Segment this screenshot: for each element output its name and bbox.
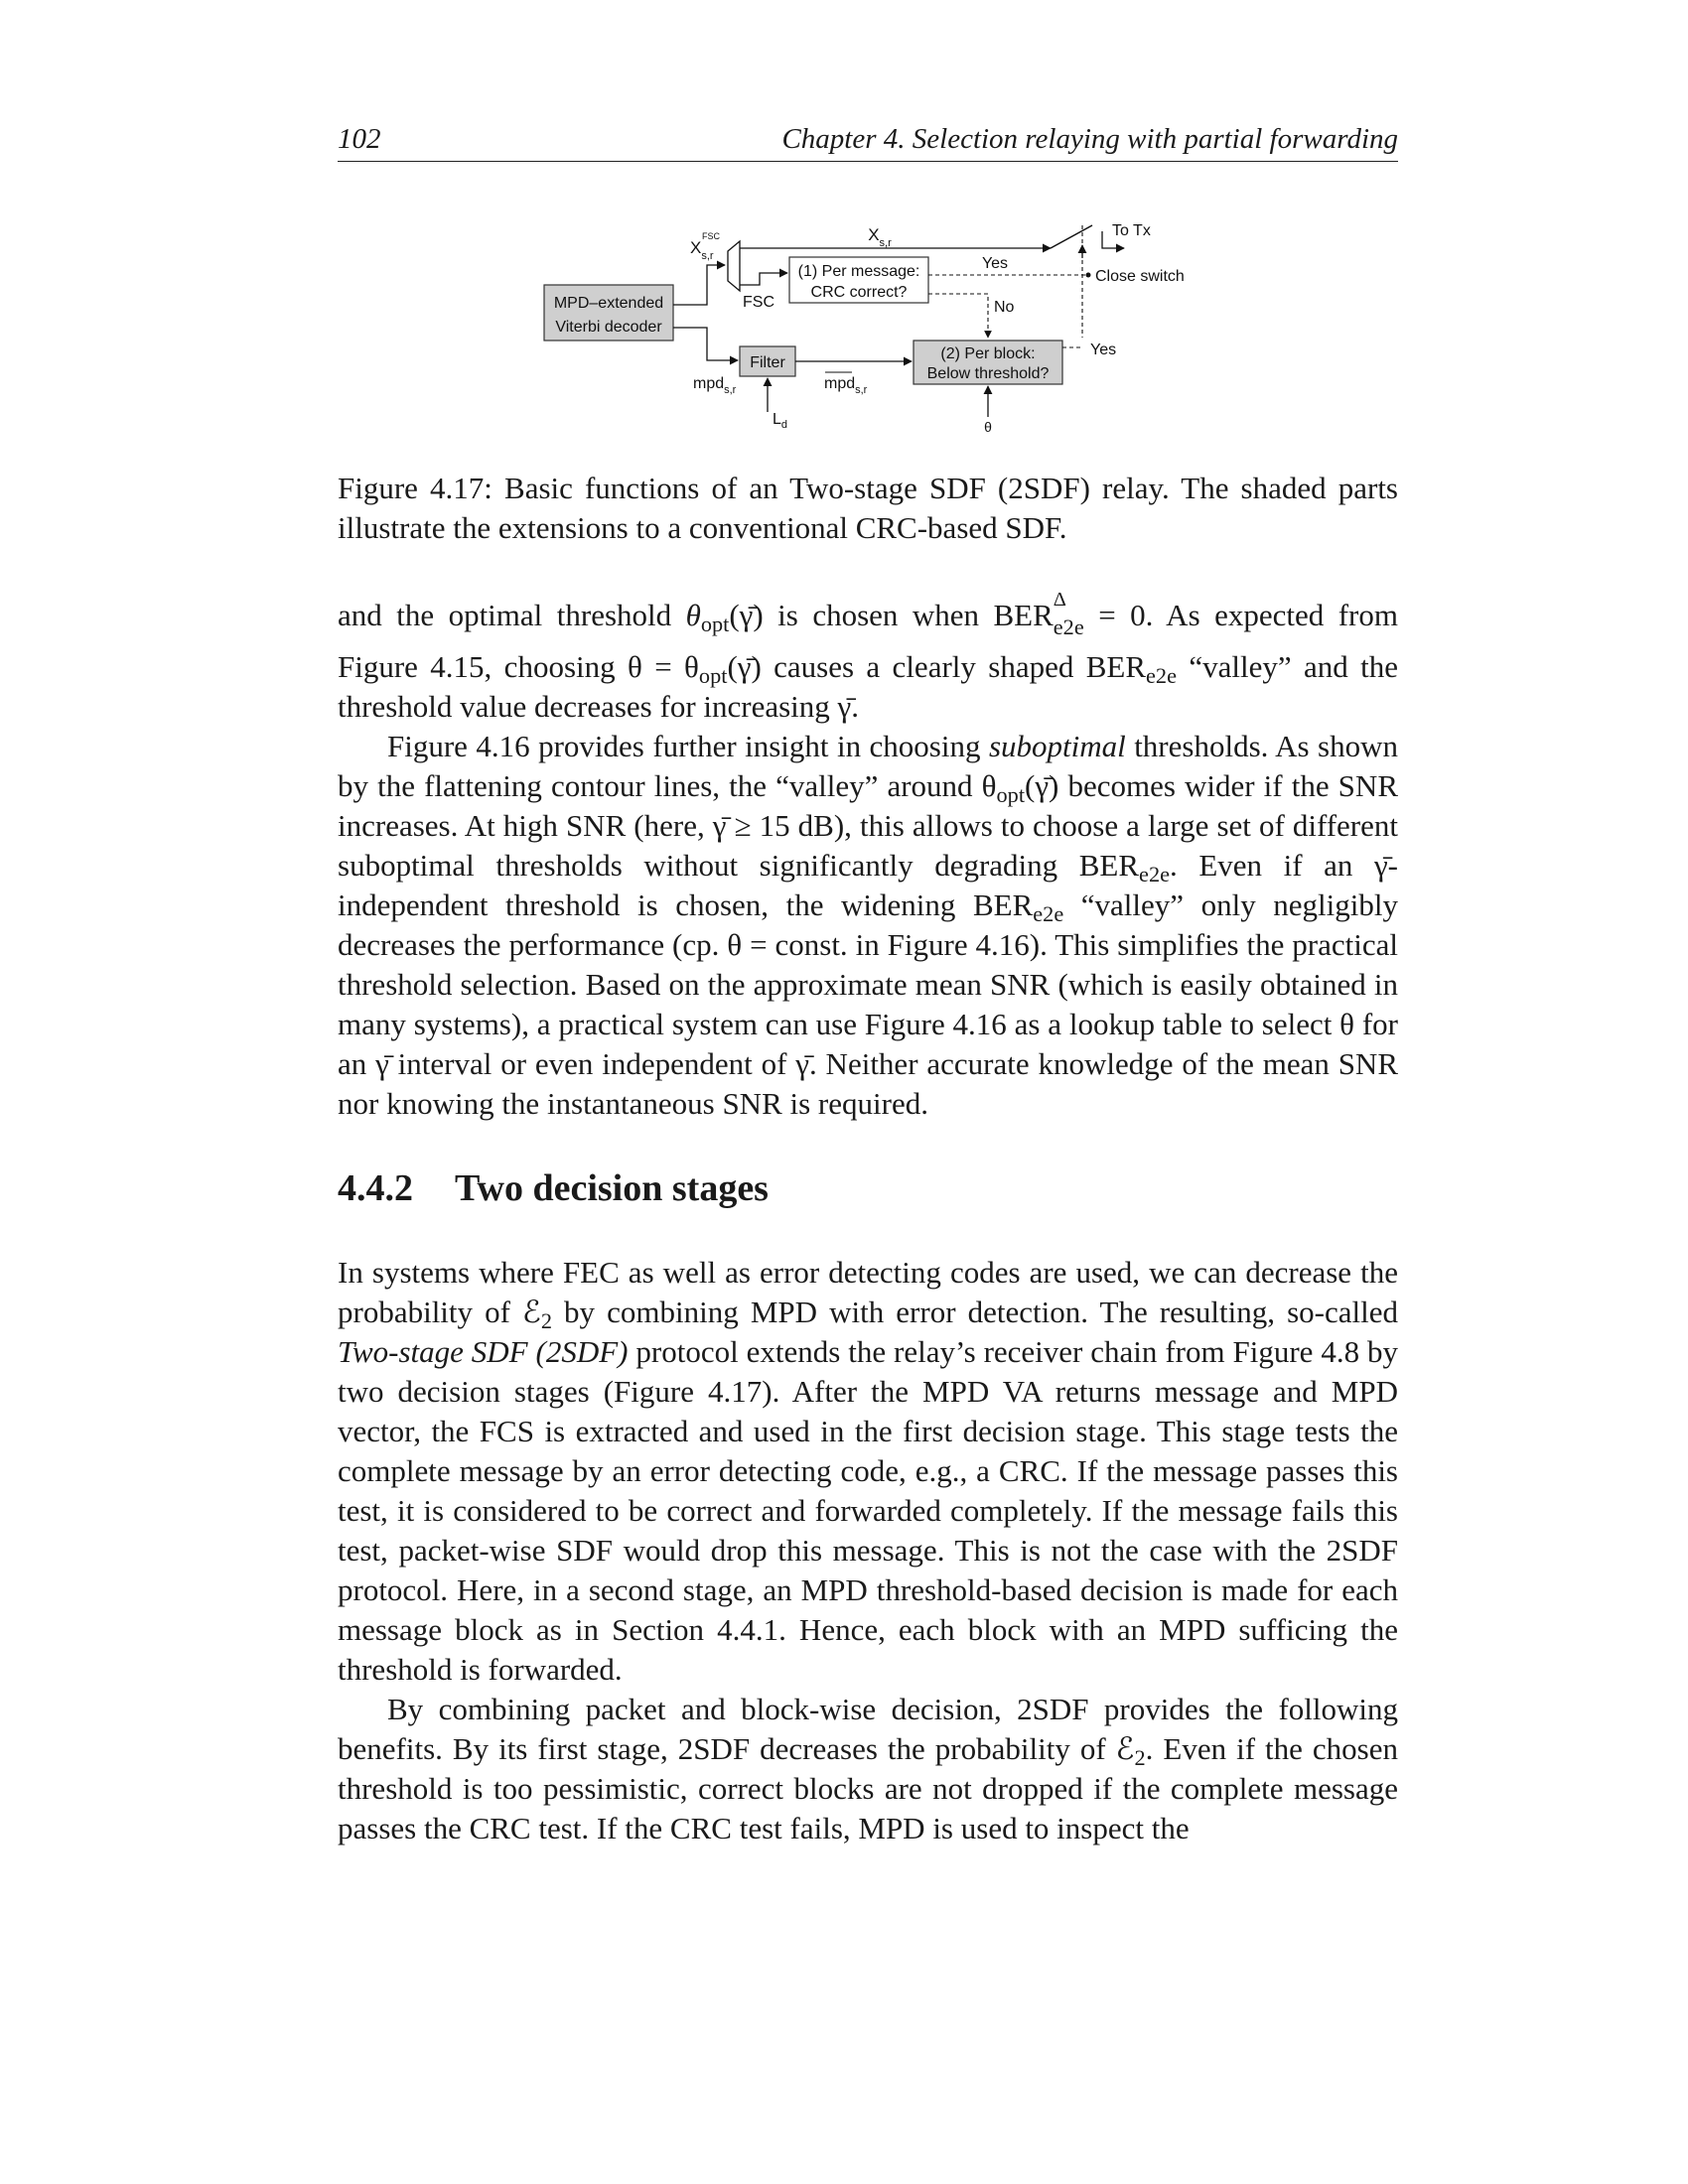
xsr-top-label: $X_{s,r}$ <box>868 225 892 249</box>
block-check-label-1: (2) Per block: <box>940 345 1036 362</box>
body-text-lower <box>338 1253 1398 1848</box>
block-check-label-2: Below threshold? <box>926 365 1050 382</box>
running-header <box>338 121 1398 162</box>
fsc-path <box>740 273 787 285</box>
xsr-fsc-label: $X_{s,r}$ <box>690 238 714 262</box>
fsc-label: FSC <box>743 294 774 311</box>
filter-label: Filter <box>750 354 785 371</box>
close-switch-node <box>1086 273 1091 278</box>
section-title: Two decision stages <box>455 1167 769 1209</box>
to-tx-label: To Tx <box>1112 222 1151 239</box>
no-dashed-line <box>928 294 988 338</box>
mpd-label: mpd$_{s,r}$ <box>693 375 737 396</box>
decoder-label-2: Viterbi decoder <box>555 319 662 336</box>
section-number: 4.4.2 <box>338 1167 413 1209</box>
no-label: No <box>994 299 1015 316</box>
caption-text: Basic functions of an Two-stage SDF (2SDF) relay. The shaded parts illustrate the extensions to a conventional CRC-based SDF. <box>338 471 1399 545</box>
decoder-label-1: MPD–extended <box>553 295 664 312</box>
crc-check-label-1: (1) Per message: <box>797 263 920 280</box>
switch-blade <box>1051 225 1092 248</box>
caption-label: Figure 4.17: <box>338 471 492 505</box>
demux <box>728 241 740 291</box>
figure-caption <box>338 469 1398 548</box>
paragraph-3: In systems where FEC as well as error detecting codes are used, we can decrease the probability of ℰ$_2$ by combining MPD with error detection. The resulting, so-called Two-stage SDF (2SDF) protocol extends the relay’s receiver chain from Figure 4.8 by two decision stages (Figure 4.17). After the MPD VA returns message and MPD vector, the FCS is extracted and used in the first decision stage. This stage tests the complete message by an error detecting code, e.g., a CRC. If the message passes this test, it is considered to be correct and forwarded completely. If the message fails this test, packet-wise SDF would drop this message. This is not the case with the 2SDF protocol. Here, in a second stage, an MPD threshold-based decision is made for each message block as in Section 4.4.1. Hence, each block with an MPD sufficing the threshold is forwarded. <box>338 1255 1398 1687</box>
ld-label: $L_d$ <box>773 411 788 431</box>
mpd-bar-label: mpd$_{s,r}$ <box>824 375 868 396</box>
body-text-upper <box>338 588 1398 1124</box>
paragraph-2: Figure 4.16 provides further insight in choosing suboptimal thresholds. As shown by the flattening contour lines, the “valley” around $\theta_{opt}(\gammā)$ becomes wider if the SNR increases. At high SNR (here, γ̄ ≥ 15 dB), this allows to choose a large set of different suboptimal thresholds without significantly degrading $BER_{e2e}$. Even if an γ̄-independent threshold is chosen, the widening $BER_{e2e}$ “valley” only negligibly decreases the performance (cp. θ = const. in Figure 4.16). This simplifies the practical threshold selection. Based on the approximate mean SNR (which is easily obtained in many systems), a practical system can use Figure 4.16 as a lookup table to select θ for an γ̄ interval or even independent of γ̄. Neither accurate knowledge of the mean SNR nor knowing the instantaneous SNR is required. <box>338 728 1398 1121</box>
chapter-title: Chapter 4. Selection relaying with partial forwarding <box>781 123 1398 155</box>
paragraph-4: By combining packet and block-wise decision, 2SDF provides the following benefits. By its first stage, 2SDF decreases the probability of ℰ$_2$. Even if the chosen threshold is too pessimistic, correct blocks are not dropped if the complete message passes the CRC test. If the CRC test fails, MPD is used to inspect the <box>338 1692 1399 1845</box>
paragraph-1: and the optimal threshold $\theta_{opt}(\gammā)$ is chosen when BER Δ $_{e2e}$ = 0. As expected from Figure 4.15, choosing $\theta = \theta_{opt}(\gammā)$ causes a clearly shaped $BER_{e2e}$ “valley” and the threshold value decreases for increasing γ̄. <box>338 588 1398 724</box>
theta-label: θ <box>984 419 992 435</box>
yes2-label: Yes <box>1090 341 1117 358</box>
yes-label: Yes <box>981 255 1009 272</box>
decoder-upper-line <box>673 265 725 305</box>
crc-check-label-2: CRC correct? <box>810 284 908 301</box>
page-number: 102 <box>338 123 381 155</box>
relay-block-diagram <box>536 213 1211 442</box>
xsr-fsc-sup: FSC <box>702 231 720 241</box>
section-heading <box>338 1166 769 1210</box>
decoder-lower-line <box>673 328 738 360</box>
close-switch-label: Close switch <box>1095 268 1185 285</box>
